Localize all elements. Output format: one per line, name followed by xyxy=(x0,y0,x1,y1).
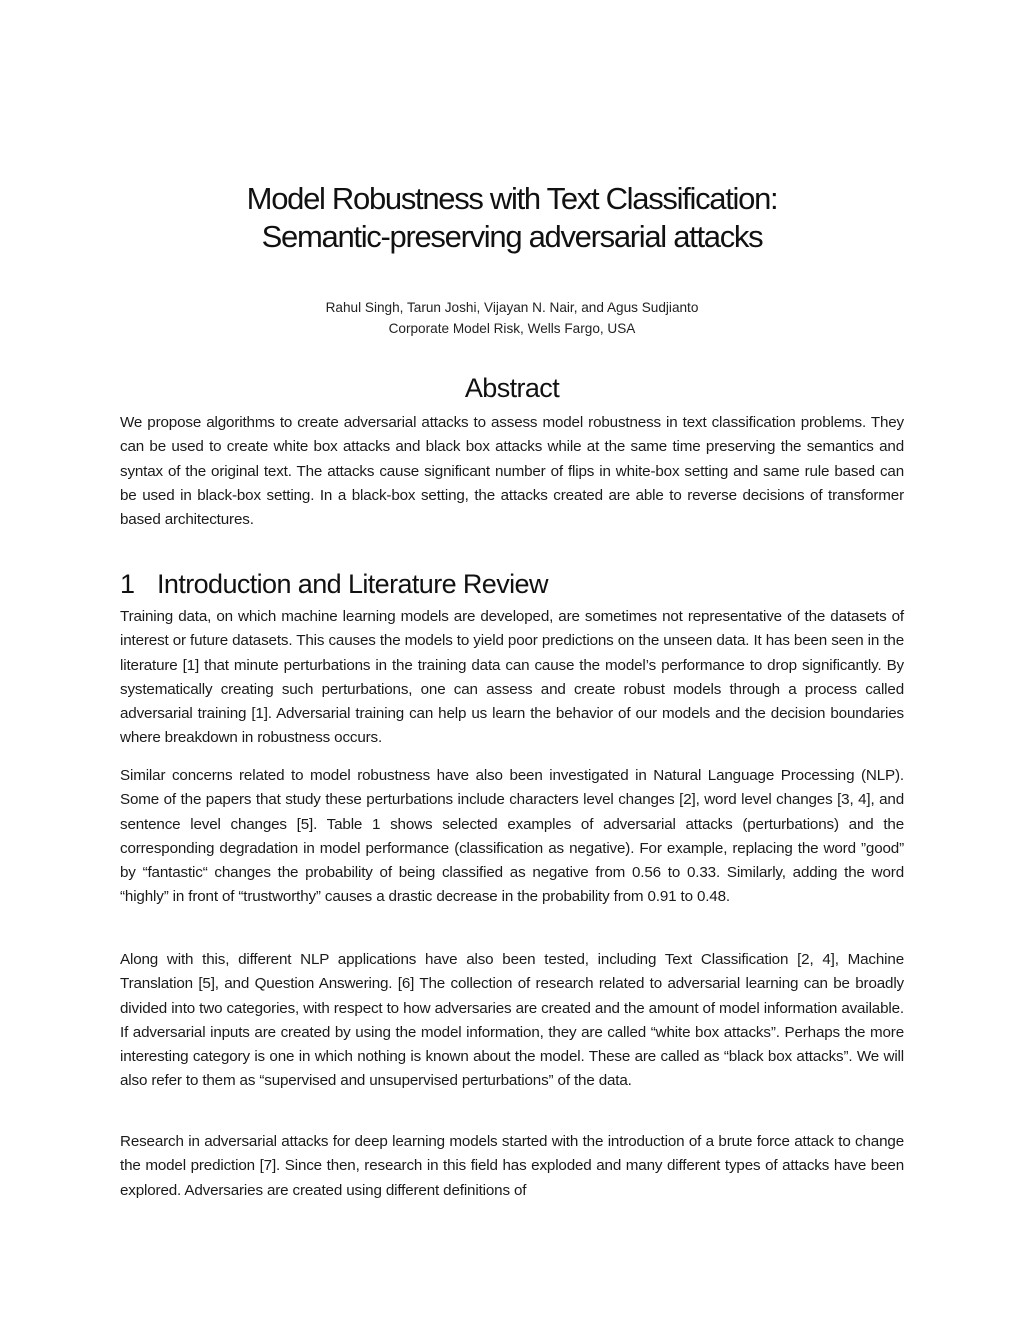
body-paragraph: Training data, on which machine learning models are developed, are sometimes not representative of the datasets of interest or future datasets. This causes the models to yield poor predictions on the unseen data. It has been seen in the literature [1] that minute perturbations in the training data can cause the model’s performance to drop significantly. By systematically creating such perturbations, one can assess and create robust models through a process called adversarial training [1]. Adversarial training can help us learn the behavior of our models and the decision boundaries where breakdown in robustness occurs. xyxy=(120,608,904,747)
body-paragraph: Research in adversarial attacks for deep learning models started with the introduction of a brute force attack to change the model prediction [7]. Since then, research in this field has exploded and many different types of attacks have been explored. Adversaries are created using different definitions of xyxy=(120,1133,904,1199)
affiliation: Corporate Model Risk, Wells Fargo, USA xyxy=(388,321,636,336)
section-number: 1 xyxy=(120,569,135,599)
body-paragraph: Along with this, different NLP applications have also been tested, including Text Classification [2, 4], Machine Translation [5], and Question Answering. [6] The collection of research related to adversarial learning can be broadly divided into two categories, with respect to how adversaries are created and the amount of model information available. If adversarial inputs are created by using the model information, they are called “white box attacks”. Perhaps the more interesting category is one in which nothing is known about the model. These are called as “black box attacks”. We will also refer to them as “supervised and unsupervised perturbations” of the data. xyxy=(120,951,904,1090)
paper-title xyxy=(0,180,1024,256)
section-heading xyxy=(120,565,548,603)
abstract-text: We propose algorithms to create adversarial attacks to assess model robustness in text classification problems. They can be used to create white box attacks and black box attacks while at the same time preserving the semantics and syntax of the original text. The attacks cause significant number of flips in white-box setting and same rule based can be used in black-box setting. In a black-box setting, the attacks created are able to reverse decisions of transformer based architectures. xyxy=(120,414,904,529)
author-block xyxy=(0,297,1024,339)
abstract-heading: Abstract xyxy=(464,373,560,403)
author-list: Rahul Singh, Tarun Joshi, Vijayan N. Nair, and Agus Sudjianto xyxy=(325,300,699,315)
body-paragraph: Similar concerns related to model robustness have also been investigated in Natural Language Processing (NLP). Some of the papers that study these perturbations include characters level changes [2], word level changes [3, 4], and sentence level changes [5]. Table 1 shows selected examples of adversarial attacks (perturbations) and the corresponding degradation in model performance (classification as negative). For example, replacing the word ”good” by “fantastic“ changes the probability of being classified as negative from 0.56 to 0.33. Similarly, adding the word “highly” in front of “trustworthy” causes a drastic decrease in the probability from 0.91 to 0.48. xyxy=(120,767,904,906)
title-line-2: Semantic-preserving adversarial attacks xyxy=(261,219,763,254)
section-title: Introduction and Literature Review xyxy=(157,569,548,599)
title-line-1: Model Robustness with Text Classification: xyxy=(246,181,778,216)
